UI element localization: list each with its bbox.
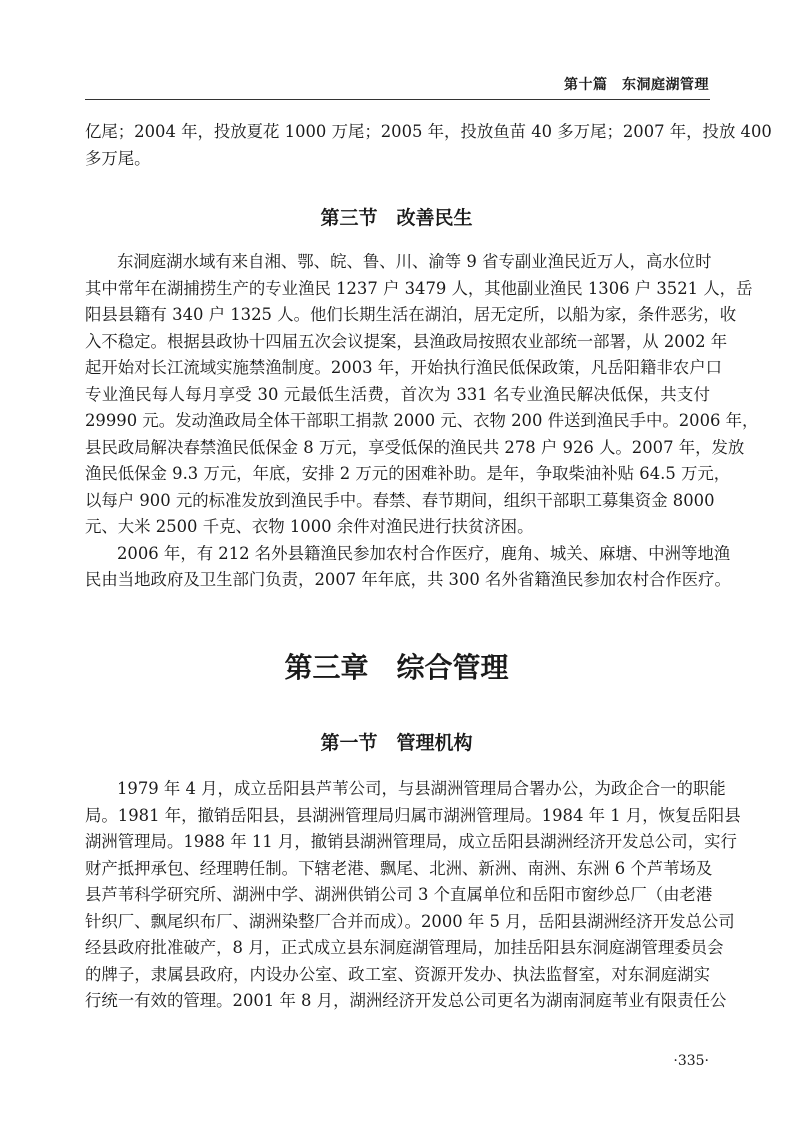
chapter-title: 第三章 综合管理 (284, 651, 509, 684)
text-line: 2006 年，有 212 名外县籍渔民参加农村合作医疗，鹿角、城关、麻塘、中洲等地渔 (117, 543, 731, 563)
text-line: 1979 年 4 月，成立岳阳县芦苇公司，与县湖洲管理局合署办公，为政企合一的职能 (117, 779, 726, 798)
text-line: 针织厂、飘尾织布厂、湖洲染整厂合并而成）。2000 年 5 月，岳阳县湖洲经济开发总公司 (85, 911, 735, 931)
text-line: 民由当地政府及卫生部门负责，2007 年年底，共 300 名外省籍渔民参加农村合作医疗。 (85, 570, 731, 589)
text-line: 县民政局解决春禁渔民低保金 8 万元，享受低保的渔民共 278 户 926 人。2007 年，发放 (85, 437, 745, 457)
text-line: 县芦苇科学研究所、湖洲中学、湖洲供销公司 3 个直属单位和岳阳市窗纱总厂（由老港 (85, 885, 713, 904)
header-rule (85, 99, 710, 100)
section-heading-management-agency: 第一节 管理机构 (320, 732, 473, 754)
text-line: 专业渔民每人每月享受 30 元最低生活费，首次为 331 名专业渔民解决低保，共支付 (85, 384, 710, 404)
text-line: 其中常年在湖捕捞生产的专业渔民 1237 户 3479 人，其他副业渔民 1306 户 3521 人，岳 (85, 278, 753, 298)
page-number: ·335· (673, 1053, 709, 1069)
text-line: 阳县县籍有 340 户 1325 人。他们长期生活在湖泊，居无定所，以船为家，条件恶劣，收 (85, 305, 737, 324)
text-line: 以每户 900 元的标准发放到渔民手中。春禁、春节期间，组织干部职工募集资金 8000 (85, 490, 715, 510)
running-header: 第十篇 东洞庭湖管理 (564, 77, 709, 93)
text-line: 29990 元。发动渔政局全体干部职工捐款 2000 元、衣物 200 件送到渔民手中。2006 年， (85, 411, 759, 430)
text-line: 湖洲管理局。1988 年 11 月，撤销县湖洲管理局，成立岳阳县湖洲经济开发总公司，实行 (85, 832, 737, 851)
text-line: 财产抵押承包、经理聘任制。下辖老港、飘尾、北洲、新洲、南洲、东洲 6 个芦苇场及 (85, 858, 713, 878)
text-line: 经县政府批准破产，8 月，正式成立县东洞庭湖管理局，加挂岳阳县东洞庭湖管理委员会 (85, 938, 724, 957)
text-line: 渔民低保金 9.3 万元，年底，安排 2 万元的困难补助。是年，争取柴油补贴 64.5 万元， (85, 464, 731, 483)
text-line: 局。1981 年，撤销岳阳县，县湖洲管理局归属市湖洲管理局。1984 年 1 月，恢复岳阳县 (85, 805, 741, 825)
text-line: 东洞庭湖水域有来自湘、鄂、皖、鲁、川、渝等 9 省专副业渔民近万人，高水位时 (117, 252, 712, 271)
section-heading-improve-livelihood: 第三节 改善民生 (320, 207, 473, 229)
text-line: 行统一有效的管理。2001 年 8 月，湖洲经济开发总公司更名为湖南洞庭苇业有限责任公 (85, 991, 727, 1010)
text-line: 多万尾。 (85, 148, 151, 168)
text-line: 元、大米 2500 千克、衣物 1000 余件对渔民进行扶贫济困。 (85, 517, 534, 536)
text-line: 的牌子，隶属县政府，内设办公室、政工室、资源开发办、执法监督室，对东洞庭湖实 (85, 964, 710, 984)
text-line: 入不稳定。根据县政协十四届五次会议提案，县渔政局按照农业部统一部署，从 2002 年 (85, 331, 728, 351)
text-line: 亿尾；2004 年，投放夏花 1000 万尾；2005 年，投放鱼苗 40 多万尾；2007 年，投放 400 (85, 122, 772, 141)
text-line: 起开始对长江流域实施禁渔制度。2003 年，开始执行渔民低保政策，凡岳阳籍非农户口 (85, 358, 722, 377)
